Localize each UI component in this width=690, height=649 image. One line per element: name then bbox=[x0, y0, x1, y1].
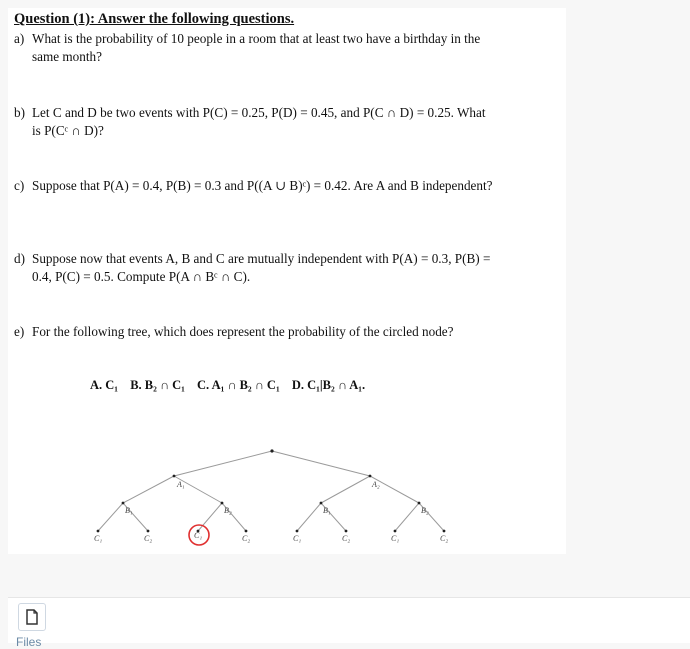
question-b-label: b) bbox=[14, 105, 25, 120]
question-d bbox=[14, 250, 494, 286]
tree-label-b1: B₁ bbox=[125, 506, 133, 515]
tree-node-a1 bbox=[173, 475, 176, 478]
attach-file-button[interactable] bbox=[18, 603, 46, 631]
tree-label-c2: C₂ bbox=[144, 534, 153, 543]
tree-label-c1: C₁ bbox=[94, 534, 103, 543]
tree-leaf bbox=[245, 530, 248, 533]
answer-toolbar bbox=[8, 597, 690, 649]
tree-label-c2: C₂ bbox=[242, 534, 251, 543]
question-e-text: For the following tree, which does represent the probability of the circled node? bbox=[32, 324, 454, 339]
question-b-text: Let C and D be two events with P(C) = 0.25, P(D) = 0.45, and P(C ∩ D) = 0.25. What is P(Cᶜ ∩ D)? bbox=[32, 105, 486, 138]
tree-label-c1-circled: C₁ bbox=[194, 531, 203, 540]
question-c-text: Suppose that P(A) = 0.4, P(B) = 0.3 and P((A ∪ B)ᶜ) = 0.42. Are A and B independent? bbox=[32, 178, 493, 193]
option-d: D. C₁|B₂ ∩ A₁. bbox=[291, 378, 366, 392]
question-e-label: e) bbox=[14, 324, 25, 339]
tree-node-b1 bbox=[122, 502, 125, 505]
question-e bbox=[14, 323, 494, 341]
tree-leaf bbox=[296, 530, 299, 533]
question-b bbox=[14, 104, 494, 140]
tree-label-b2: B₂ bbox=[224, 506, 232, 515]
probability-tree bbox=[8, 436, 566, 551]
question-a-text: What is the probability of 10 people in a room that at least two have a birthday in the same month? bbox=[32, 31, 481, 64]
question-c-label: c) bbox=[14, 178, 25, 193]
tree-label-b2: B₂ bbox=[421, 506, 429, 515]
question-d-label: d) bbox=[14, 251, 25, 266]
files-label[interactable]: Files bbox=[16, 635, 42, 649]
tree-leaf bbox=[394, 530, 397, 533]
tree-leaf bbox=[147, 530, 150, 533]
option-b: B. B₂ ∩ C₁ bbox=[130, 378, 185, 392]
tree-label-c2: C₂ bbox=[440, 534, 449, 543]
option-c: C. A₁ ∩ B₂ ∩ C₁ bbox=[197, 378, 280, 392]
question-a-label: a) bbox=[14, 31, 25, 46]
file-icon bbox=[19, 604, 45, 630]
question-d-text: Suppose now that events A, B and C are mutually independent with P(A) = 0.3, P(B) = 0.4, P(C) = 0.5. Compute P(A ∩ Bᶜ ∩ C). bbox=[32, 251, 491, 284]
question-document bbox=[8, 8, 566, 554]
tree-node-a2 bbox=[369, 475, 372, 478]
answer-options bbox=[90, 378, 374, 393]
tree-node-b2 bbox=[418, 502, 421, 505]
tree-leaf bbox=[345, 530, 348, 533]
tree-label-c1: C₁ bbox=[391, 534, 400, 543]
tree-label-a2: A₂ bbox=[372, 480, 380, 489]
tree-node-b2 bbox=[221, 502, 224, 505]
tree-leaf bbox=[443, 530, 446, 533]
tree-label-c2: C₂ bbox=[342, 534, 351, 543]
question-a bbox=[14, 30, 494, 66]
option-a: A. C₁ bbox=[90, 378, 119, 392]
question-title: Question (1): Answer the following questions. bbox=[14, 11, 295, 27]
tree-leaf bbox=[97, 530, 100, 533]
question-c bbox=[14, 177, 494, 195]
tree-label-b1: B₁ bbox=[323, 506, 331, 515]
tree-node-b1 bbox=[320, 502, 323, 505]
tree-label-a1: A₁ bbox=[177, 480, 185, 489]
tree-label-c1: C₁ bbox=[293, 534, 302, 543]
tree-root-node bbox=[270, 449, 273, 452]
